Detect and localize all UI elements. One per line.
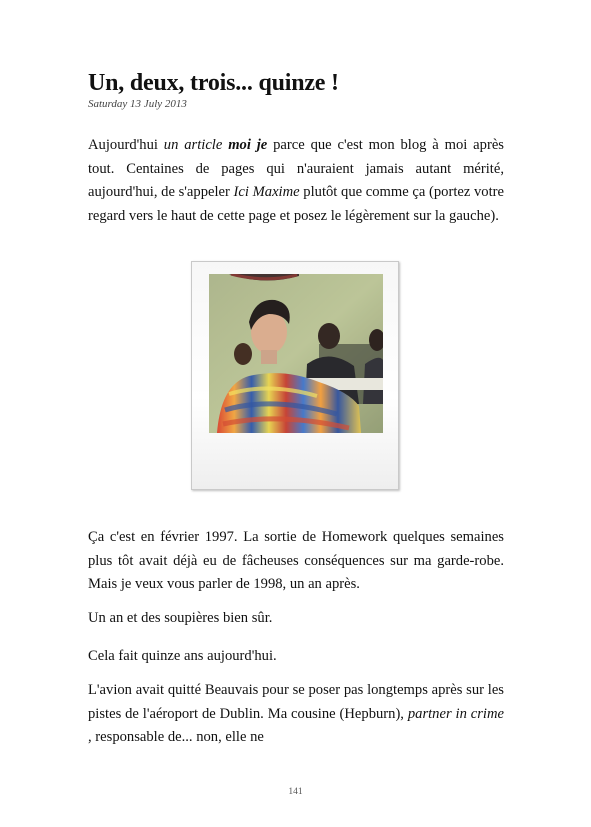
- p1-blog-name: Ici Maxime: [233, 184, 300, 201]
- polaroid-photo-frame: [191, 261, 399, 490]
- article-date: Saturday 13 July 2013: [88, 98, 187, 110]
- p1-text-a: Aujourd'hui: [88, 137, 164, 153]
- p1-text-b: parce que c'est mon blog à moi après tout. Centaines de pages qui n'auraient jamais autant mérité, aujourd'hui, de s'appeler: [88, 137, 504, 201]
- page-number: 141: [288, 787, 303, 797]
- p1-emphasis: un article: [163, 137, 223, 153]
- p1-text-c: plutôt que comme ça (portez votre regard vers le haut de cette page et posez le légèrement sur la gauche).: [88, 184, 504, 224]
- paragraph-fifteen-years: Cela fait quinze ans aujourd'hui.: [88, 648, 277, 664]
- article-title: Un, deux, trois... quinze !: [88, 70, 339, 96]
- paragraph-soupieres: Un an et des soupières bien sûr.: [88, 610, 273, 626]
- p1-strong: moi je: [228, 137, 268, 153]
- document-page: [88, 68, 504, 746]
- paragraph-dublin: [88, 679, 504, 750]
- p5-text-a: L'avion avait quitté Beauvais pour se poser pas longtemps après sur les pistes de l'aéroport de Dublin. Ma cousine (Hepburn),: [88, 682, 504, 722]
- p5-emphasis: partner in crime: [407, 705, 504, 722]
- p5-text-b: , responsable de... non, elle ne: [88, 729, 264, 746]
- paragraph-intro: [88, 134, 504, 228]
- photo-image: [209, 274, 383, 433]
- photo-illustration: [209, 274, 383, 433]
- paragraph-february: Ça c'est en février 1997. La sortie de Homework quelques semaines plus tôt avait déjà eu de fâcheuses conséquences sur ma garde-robe. Mais je veux vous parler de 1998, un an après.: [88, 529, 504, 593]
